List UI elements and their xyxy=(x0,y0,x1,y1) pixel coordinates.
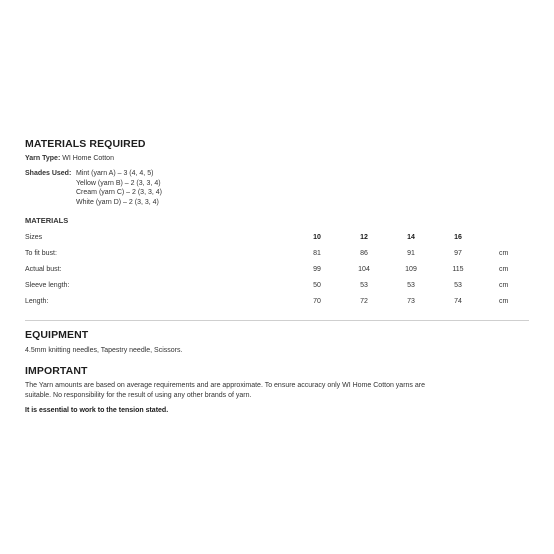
shades-list xyxy=(76,169,162,207)
table-row xyxy=(25,297,529,307)
cell: 109 xyxy=(405,266,417,273)
important-heading: IMPORTANT xyxy=(25,365,88,377)
size-col: 10 xyxy=(313,234,321,241)
shades-label: Shades Used: xyxy=(25,170,72,177)
cell: 74 xyxy=(454,298,462,305)
unit: cm xyxy=(499,266,509,273)
cell: 50 xyxy=(313,282,321,289)
yarn-type-label: Yarn Type: xyxy=(25,155,61,162)
table-row xyxy=(25,281,529,291)
shade-item: Cream (yarn C) – 2 (3, 3, 4) xyxy=(76,189,162,196)
table-row xyxy=(25,249,529,259)
shade-item: Yellow (yarn B) – 2 (3, 3, 4) xyxy=(76,179,161,187)
materials-required-heading: MATERIALS REQUIRED xyxy=(25,138,146,150)
size-col: 14 xyxy=(407,234,415,241)
row-label: Sleeve length: xyxy=(25,282,70,289)
section-divider xyxy=(25,320,529,321)
cell: 81 xyxy=(313,250,321,257)
row-label: Actual bust: xyxy=(25,266,62,273)
important-line: suitable. No responsibility for the result of using any other brands of yarn. xyxy=(25,391,252,399)
sizes-header-row xyxy=(25,233,529,243)
yarn-type-line xyxy=(25,154,114,164)
unit: cm xyxy=(499,250,509,257)
cell: 99 xyxy=(313,266,321,273)
table-row xyxy=(25,265,529,275)
equipment-text: 4.5mm knitting needles, Tapestry needle, Scissors. xyxy=(25,347,183,354)
important-paragraph xyxy=(25,381,535,400)
cell: 91 xyxy=(407,250,415,257)
sizes-label: Sizes xyxy=(25,234,43,241)
cell: 53 xyxy=(454,282,462,289)
row-label: Length: xyxy=(25,298,49,305)
cell: 97 xyxy=(454,250,462,257)
important-line: The Yarn amounts are based on average requirements and are approximate. To ensure accuracy only WI Home Cotton yarns are xyxy=(25,382,425,389)
cell: 86 xyxy=(360,250,368,257)
size-col: 12 xyxy=(360,234,368,241)
equipment-heading: EQUIPMENT xyxy=(25,329,89,341)
cell: 104 xyxy=(358,266,370,273)
shade-item: White (yarn D) – 2 (3, 3, 4) xyxy=(76,198,159,206)
unit: cm xyxy=(499,298,509,305)
cell: 53 xyxy=(360,282,368,289)
cell: 72 xyxy=(360,298,368,305)
cell: 73 xyxy=(407,298,415,305)
yarn-type-value: WI Home Cotton xyxy=(62,155,114,162)
row-label: To fit bust: xyxy=(25,250,57,257)
shade-item: Mint (yarn A) – 3 (4, 4, 5) xyxy=(76,170,154,177)
cell: 115 xyxy=(452,266,464,273)
cell: 70 xyxy=(313,298,321,305)
materials-table-heading: MATERIALS xyxy=(25,216,69,225)
size-col: 16 xyxy=(454,234,462,241)
unit: cm xyxy=(499,282,509,289)
cell: 53 xyxy=(407,282,415,289)
tension-note: It is essential to work to the tension stated. xyxy=(25,407,169,414)
